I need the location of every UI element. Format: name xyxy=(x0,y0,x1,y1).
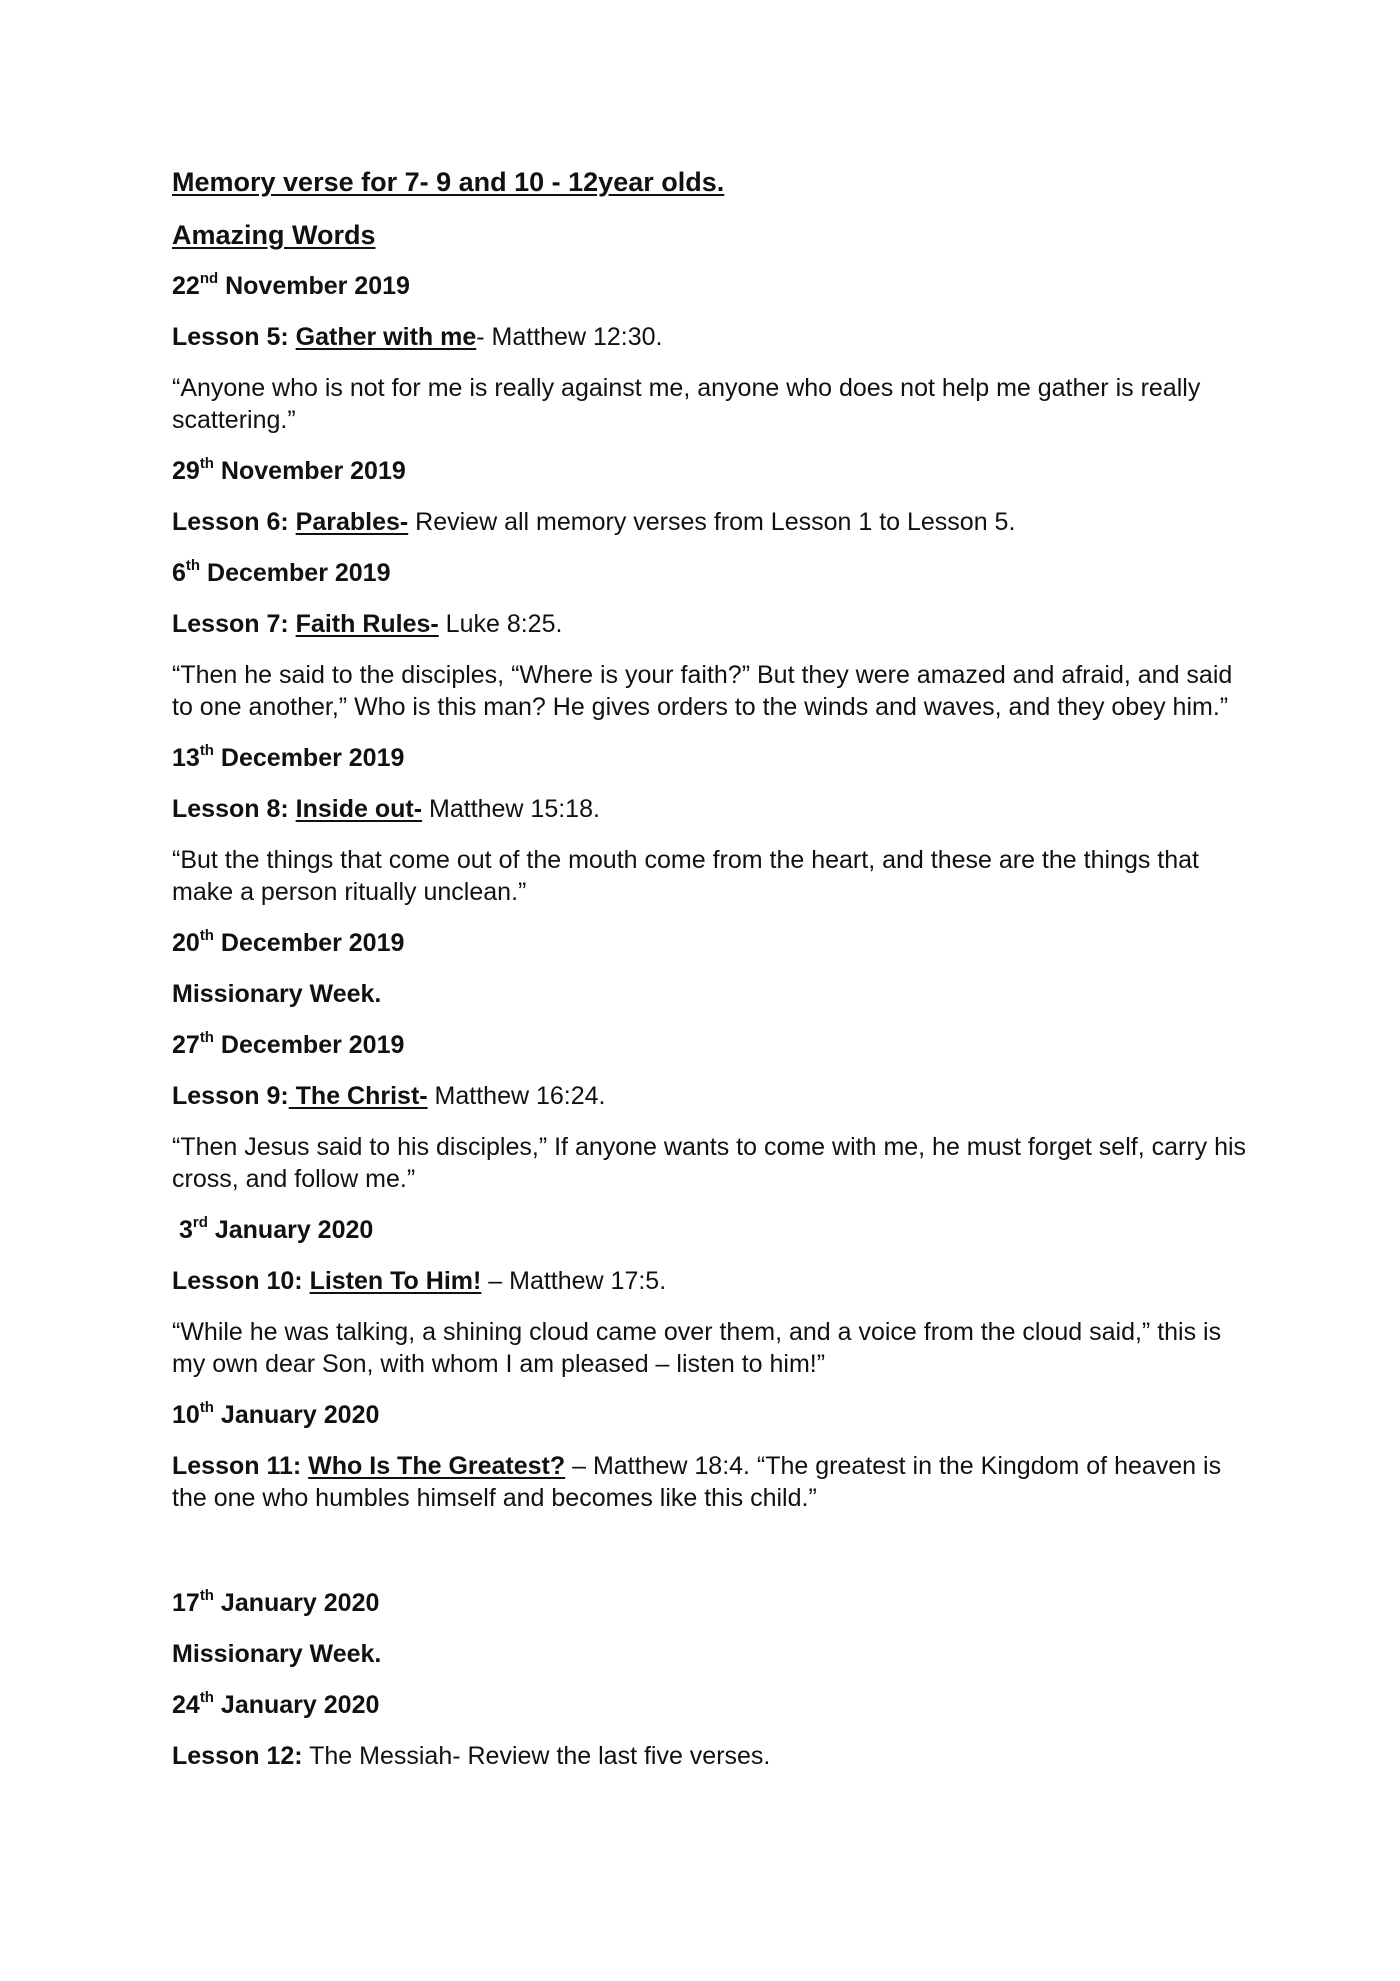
missionary-week: Missionary Week. xyxy=(172,980,382,1008)
lesson-title: Who Is The Greatest? xyxy=(308,1452,566,1480)
memory-verse: “While he was talking, a shining cloud came over them, and a voice from the cloud said,” this is my own dear Son, with whom I am pleased – listen to him!” xyxy=(172,1318,1222,1378)
date-heading: 17th January 2020 xyxy=(172,1586,380,1617)
spacer xyxy=(172,1533,1252,1587)
lesson-title: Listen To Him! xyxy=(309,1267,482,1295)
date-heading: 27th December 2019 xyxy=(172,1028,405,1059)
lesson-line: Lesson 10: Listen To Him! – Matthew 17:5. xyxy=(172,1267,667,1295)
lesson-title: Parables- xyxy=(295,508,409,536)
date-heading: 10th January 2020 xyxy=(172,1398,380,1429)
memory-verse: “But the things that come out of the mouth come from the heart, and these are the things that make a person ritually unclean.” xyxy=(172,846,1199,906)
lesson-title: The Christ- xyxy=(288,1082,428,1110)
memory-verse: “Then he said to the disciples, “Where is your faith?” But they were amazed and afraid, and said to one another,” Who is this man? He gives orders to the winds and waves, and they obey him.” xyxy=(172,661,1233,721)
date-heading: 6th December 2019 xyxy=(172,556,391,587)
date-heading: 24th January 2020 xyxy=(172,1688,380,1719)
missionary-week: Missionary Week. xyxy=(172,1640,382,1668)
date-heading: 13th December 2019 xyxy=(172,741,405,772)
document-page xyxy=(172,166,1252,1791)
lesson-line: Lesson 5: Gather with me- Matthew 12:30. xyxy=(172,323,663,351)
date-heading: 20th December 2019 xyxy=(172,926,405,957)
document-subheading: Amazing Words xyxy=(172,220,376,250)
lesson-line: Lesson 11: Who Is The Greatest? – Matthew 18:4. “The greatest in the Kingdom of heaven is the one who humbles himself and becomes like this child.” xyxy=(172,1452,1222,1512)
date-heading: 29th November 2019 xyxy=(172,454,406,485)
lesson-title: Inside out- xyxy=(295,795,423,823)
lesson-title: Gather with me xyxy=(295,323,477,351)
lesson-title: Faith Rules- xyxy=(295,610,439,638)
memory-verse: “Then Jesus said to his disciples,” If anyone wants to come with me, he must forget self, carry his cross, and follow me.” xyxy=(172,1133,1247,1193)
lesson-line: Lesson 8: Inside out- Matthew 15:18. xyxy=(172,795,600,823)
date-heading: 3rd January 2020 xyxy=(179,1213,374,1244)
document-heading: Memory verse for 7- 9 and 10 - 12year olds. xyxy=(172,167,725,197)
lesson-line: Lesson 7: Faith Rules- Luke 8:25. xyxy=(172,610,563,638)
date-heading: 22nd November 2019 xyxy=(172,269,410,300)
memory-verse: “Anyone who is not for me is really against me, anyone who does not help me gather is really scattering.” xyxy=(172,374,1201,434)
lesson-line: Lesson 12: The Messiah- Review the last five verses. xyxy=(172,1742,771,1770)
lesson-line: Lesson 6: Parables- Review all memory verses from Lesson 1 to Lesson 5. xyxy=(172,508,1016,536)
lesson-line: Lesson 9: The Christ- Matthew 16:24. xyxy=(172,1082,606,1110)
